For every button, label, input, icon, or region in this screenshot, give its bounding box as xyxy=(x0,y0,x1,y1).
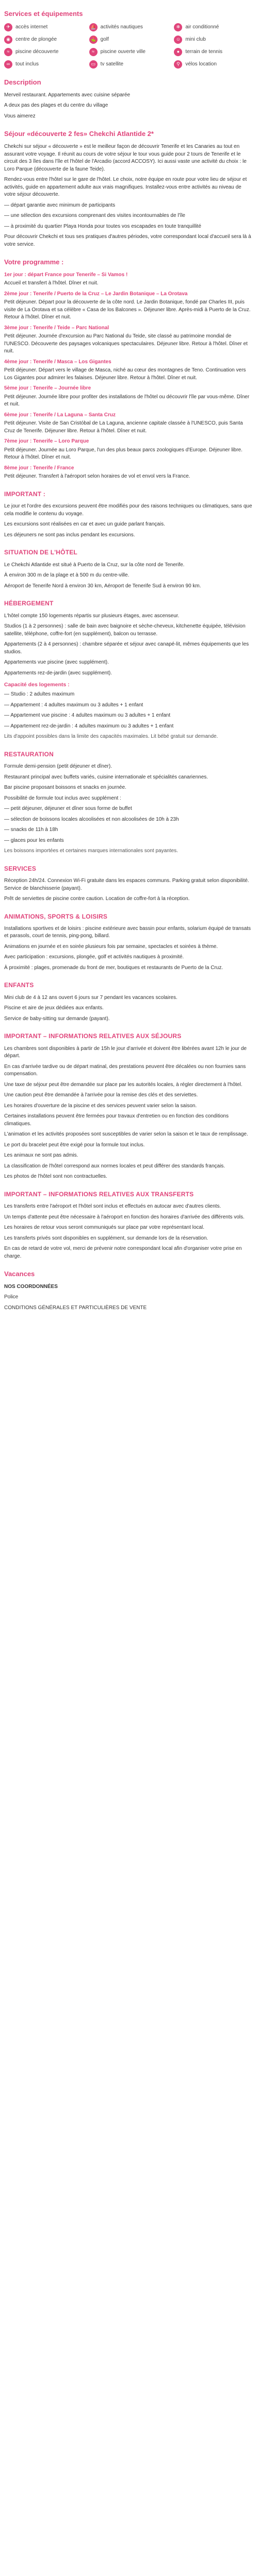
day-title: 8ème jour : Tenerife / France xyxy=(4,465,74,471)
info-sejours-paragraph: Les horaires d'ouverture de la piscine et des services peuvent varier selon la saison. xyxy=(4,1103,197,1109)
info-transferts-paragraph: Les transferts privés sont disponibles en supplément, sur demande lors de la réservation. xyxy=(4,1235,208,1241)
important-paragraph: Le jour et l'ordre des excursions peuvent être modifiés pour des raisons techniques ou climatiques, sans que cela modifie le contenu du voyage. xyxy=(4,503,252,517)
restauration-title: RESTAURATION xyxy=(4,750,54,758)
day-title: 5ème jour : Tenerife – Journée libre xyxy=(4,385,91,392)
restauration-item: — glaces pour les enfants xyxy=(4,837,64,843)
animations-body xyxy=(4,925,254,972)
service-label: terrain de tennis xyxy=(185,48,223,55)
sejour-paragraph: — départ garantie avec minimum de participants xyxy=(4,202,116,208)
service-item xyxy=(174,23,254,31)
info-sejours-paragraph: Les animaux ne sont pas admis. xyxy=(4,1153,78,1159)
enfants-paragraph: Piscine et aire de jeux dédiées aux enfants. xyxy=(4,1005,104,1011)
restauration-paragraph: Bar piscine proposant boissons et snacks en journée. xyxy=(4,785,126,791)
service-label: centre de plongée xyxy=(15,36,57,42)
day-description: Petit déjeuner. Journée au Loro Parque, l'un des plus beaux parcs zoologiques d'Europe. Déjeuner libre. Retour à l'hôtel. Dîner et nuit. xyxy=(4,447,243,461)
info-sejours-paragraph: Les chambres sont disponibles à partir de 15h le jour d'arrivée et doivent être libérées avant 12h le jour de départ. xyxy=(4,1045,247,1059)
animations-paragraph: Animations en journée et en soirée plusieurs fois par semaine, spectacles et soirées à thème. xyxy=(4,943,218,950)
day-description: Petit déjeuner. Départ pour la découverte de la côte nord. Le Jardin Botanique, fondé par Charles III, puis visite de La Orotava et sa célèbre « Casa de los Balcones ». Déjeuner libre. Après-midi à Puerto de la Cruz. Retour à l'hôtel. Dîner et nuit. xyxy=(4,299,251,320)
info-sejours-paragraph: En cas d'arrivée tardive ou de départ matinal, des prestations peuvent être décalées ou non fournies sans compensation. xyxy=(4,1063,246,1077)
restauration-paragraph: Restaurant principal avec buffets variés, cuisine internationale et spécialités canariennes. xyxy=(4,774,208,780)
services-grid xyxy=(4,23,254,69)
info-sejours-paragraph: Une taxe de séjour peut être demandée sur place par les autorités locales, à régler directement à l'hôtel. xyxy=(4,1081,243,1088)
footer-title: Vacances xyxy=(4,1270,35,1278)
day-title: 6ème jour : Tenerife / La Laguna – Santa Cruz xyxy=(4,412,116,418)
important-paragraph: Les déjeuners ne sont pas inclus pendant les excursions. xyxy=(4,532,135,538)
restauration-paragraph: Possibilité de formule tout inclus avec supplément : xyxy=(4,795,121,801)
info-transferts-paragraph: Un temps d'attente peut être nécessaire à l'aéroport en fonction des horaires d'arrivée des différents vols. xyxy=(4,1214,245,1220)
restauration-item: — sélection de boissons locales alcoolisées et non alcoolisées de 10h à 23h xyxy=(4,816,179,822)
restauration-item: — snacks de 11h à 18h xyxy=(4,827,58,833)
hebergement-body xyxy=(4,613,254,677)
important-body xyxy=(4,503,254,539)
info-transferts-paragraph: Les transferts entre l'aéroport et l'hôtel sont inclus et effectués en autocar avec d'autres clients. xyxy=(4,1204,221,1210)
info-sejours-paragraph: Les photos de l'hôtel sont non contractuelles. xyxy=(4,1174,107,1180)
description-body xyxy=(4,92,254,121)
all-inclusive-icon: ∞ xyxy=(4,60,12,69)
hebergement-paragraph: L'hôtel compte 150 logements répartis sur plusieurs étages, avec ascenseur. xyxy=(4,613,180,619)
enfants-body xyxy=(4,994,254,1023)
service-item xyxy=(4,60,84,69)
hebergement-paragraph: Studios (1 à 2 personnes) : salle de bain avec baignoire et sèche-cheveux, kitchenette équipée, télévision satellite, téléphone, coffre-fort (en supplément), balcon ou terrasse. xyxy=(4,623,246,637)
child-icon: ☺ xyxy=(174,36,182,44)
info-sejours-title: IMPORTANT – INFORMATIONS RELATIVES AUX SÉJOURS xyxy=(4,1032,182,1040)
situation-paragraph: Aéroport de Tenerife Nord à environ 30 km, Aéroport de Tenerife Sud à environ 90 km. xyxy=(4,583,201,589)
info-sejours-paragraph: Une caution peut être demandée à l'arrivée pour la remise des clés et des serviettes. xyxy=(4,1092,198,1098)
service-label: activités nautiques xyxy=(100,24,143,30)
situation-title: SITUATION DE L'HÔTEL xyxy=(4,549,77,556)
service-label: mini club xyxy=(185,36,206,42)
service-label: vélos location xyxy=(185,61,217,67)
tennis-icon: ● xyxy=(174,48,182,56)
service-item xyxy=(174,48,254,56)
description-paragraph: Merveil restaurant. Appartements avec cuisine séparée xyxy=(4,92,131,98)
capacity-item: — Studio : 2 adultes maximum xyxy=(4,691,75,698)
day-description: Petit déjeuner. Transfert à l'aéroport selon horaires de vol et envol vers la France. xyxy=(4,473,190,480)
day-title: 4ème jour : Tenerife / Masca – Los Gigantes xyxy=(4,359,111,365)
services-paragraph: Réception 24h/24. Connexion Wi-Fi gratuite dans les espaces communs. Parking gratuit selon disponibilité. Service de blanchisserie (payant). xyxy=(4,878,249,891)
info-transferts-paragraph: Les horaires de retour vous seront communiqués sur place par votre représentant local. xyxy=(4,1225,204,1231)
golf-icon: ⛳ xyxy=(89,36,98,44)
hebergement-title: HÉBERGEMENT xyxy=(4,600,54,607)
sejour-paragraph: Rendez-vous entre l'hôtel sur le gare de l'hôtel. Le choix, notre équipe en route pour votre lieu de séjour et activités, guide en appartement adulte aux vrais magnifiques. Installez-vous entre activités au niveau de votre séjour découverte. xyxy=(4,177,247,198)
service-label: accès internet xyxy=(15,24,48,30)
info-transferts-body xyxy=(4,1203,254,1260)
animations-paragraph: À proximité : plages, promenade du front de mer, boutiques et restaurants de Puerto de la Cruz. xyxy=(4,964,223,971)
info-sejours-paragraph: L'animation et les activités proposées sont susceptibles de varier selon la saison et le taux de remplissage. xyxy=(4,1131,248,1138)
situation-paragraph: Le Chekchi Atlantide est situé à Puerto de la Cruz, sur la côte nord de Tenerife. xyxy=(4,562,185,568)
sejour-body xyxy=(4,143,254,230)
pool-icon: ≈ xyxy=(4,48,12,56)
description-paragraph: Vous aimerez xyxy=(4,113,36,119)
boat-icon: ⛵ xyxy=(89,23,98,31)
bike-icon: ⚲ xyxy=(174,60,182,69)
animations-paragraph: Installations sportives et de loisirs : piscine extérieure avec bassin pour enfants, solarium équipé de transats et parasols, court de tennis, ping-pong, billard. xyxy=(4,925,251,939)
pool-city-icon: ≈ xyxy=(89,48,98,56)
hebergement-paragraph: Appartements vue piscine (avec supplément). xyxy=(4,659,109,666)
day-title: 7ème jour : Tenerife – Loro Parque xyxy=(4,438,89,445)
diver-icon: ◉ xyxy=(4,36,12,44)
info-sejours-body xyxy=(4,1045,254,1181)
hebergement-paragraph: Appartements rez-de-jardin (avec supplément). xyxy=(4,670,112,676)
info-sejours-paragraph: La classification de l'hôtel correspond aux normes locales et peut différer des standards français. xyxy=(4,1163,225,1169)
info-sejours-paragraph: Certaines installations peuvent être fermées pour travaux d'entretien ou en fonction des conditions climatiques. xyxy=(4,1113,229,1127)
day-description: Petit déjeuner. Journée libre pour profiter des installations de l'hôtel ou découvrir l'île par vous-même. Dîner et nuit. xyxy=(4,394,250,408)
premier-jour-text: Pour découvrir Chekchi et tous ses pratiques d'autres périodes, votre correspondant local d'accueil sera là à votre service. xyxy=(4,234,251,247)
capacity-item: — Appartement vue piscine : 4 adultes maximum ou 3 adultes + 1 enfant xyxy=(4,713,171,719)
snowflake-icon: ❄ xyxy=(174,23,182,31)
enfants-title: ENFANTS xyxy=(4,981,34,989)
animations-paragraph: Avec participation : excursions, plongée, golf et activités nautiques à proximité. xyxy=(4,954,184,960)
footer-subtitle: NOS COORDONNÉES xyxy=(4,1283,58,1290)
sejour-paragraph: — à proximité du quartier Playa Honda pour toutes vos escapades en toute tranquillité xyxy=(4,223,201,229)
info-transferts-paragraph: En cas de retard de votre vol, merci de prévenir notre correspondant local afin d'organiser votre prise en charge. xyxy=(4,1246,242,1259)
info-sejours-paragraph: Le port du bracelet peut être exigé pour la formule tout inclus. xyxy=(4,1142,145,1148)
service-item xyxy=(4,23,84,31)
programme-title: Votre programme : xyxy=(4,258,64,266)
animations-title: ANIMATIONS, SPORTS & LOISIRS xyxy=(4,912,108,920)
service-item xyxy=(4,48,84,56)
service-label: piscine découverte xyxy=(15,48,59,55)
important-title: IMPORTANT : xyxy=(4,490,45,498)
restauration-item: — petit déjeuner, déjeuner et dîner sous forme de buffet xyxy=(4,806,132,812)
info-transferts-title: IMPORTANT – INFORMATIONS RELATIVES AUX TRANSFERTS xyxy=(4,1190,194,1198)
day-title: 1er jour : départ France pour Tenerife – Si Vamos ! xyxy=(4,272,128,278)
hebergement-paragraph: Appartements (2 à 4 personnes) : chambre séparée et séjour avec canapé-lit, mêmes équipements que les studios. xyxy=(4,641,249,655)
restauration-items xyxy=(4,805,254,844)
description-paragraph: A deux pas des plages et du centre du village xyxy=(4,103,108,109)
service-item xyxy=(4,36,84,44)
services-title: Services et équipements xyxy=(4,10,83,18)
service-item xyxy=(174,60,254,69)
services-section-title: SERVICES xyxy=(4,865,37,872)
situation-paragraph: À environ 300 m de la plage et à 500 m du centre-ville. xyxy=(4,572,130,579)
description-title: Description xyxy=(4,78,41,86)
capacity-item: — Appartement : 4 adultes maximum ou 3 adultes + 1 enfant xyxy=(4,702,143,708)
sejour-paragraph: — une sélection des excursions comprenant des visites incontournables de l'île xyxy=(4,213,185,219)
capacity-item: — Appartement rez-de-jardin : 4 adultes maximum ou 3 adultes + 1 enfant xyxy=(4,723,174,729)
services-section-body xyxy=(4,877,254,903)
service-label: piscine ouverte ville xyxy=(100,48,146,55)
day-description: Petit déjeuner. Visite de San Cristóbal de La Laguna, ancienne capitale classée à l'UNESCO, puis Santa Cruz de Tenerife. Déjeuner libre. Retour à l'hôtel. Dîner et nuit. xyxy=(4,420,243,434)
day-title: 3ème jour : Tenerife / Teide – Parc National xyxy=(4,325,109,331)
footer-line2[interactable]: CONDITIONS GÉNÉRALES ET PARTICULIÈRES DE VENTE xyxy=(4,1304,147,1311)
sejour-paragraph: Chekchi sur séjour « découverte » est le meilleur façon de découvrir Tenerife et les Canaries au tout en assurant votre voyage. Il réunit au cours de votre séjour le tour vous guide pour 2 tours de Tenerife et le circuit des 3 îles dans l'île et l'hôtel de l'Arcadio (accord ACCOSY). Ici aussi vaste une activité du choix : le Loro Parque (découverte de la faune Teide). xyxy=(4,144,247,172)
situation-body xyxy=(4,562,254,590)
enfants-paragraph: Service de baby-sitting sur demande (payant). xyxy=(4,1015,110,1022)
service-label: air conditionné xyxy=(185,24,219,30)
service-item xyxy=(89,36,169,44)
capacity-list xyxy=(4,691,254,730)
day-title: 2ème jour : Tenerife / Puerto de la Cruz – Le Jardin Botanique – La Orotava xyxy=(4,291,188,297)
service-label: golf xyxy=(100,36,109,42)
day-description: Petit déjeuner. Journée d'excursion au Parc National du Teide, site classé au patrimoine mondial de l'UNESCO. Découverte des paysages volcaniques spectaculaires. Déjeuner libre. Retour à l'hôtel. Dîner et nuit. xyxy=(4,333,248,354)
restauration-note: Les boissons importées et certaines marques internationales sont payantes. xyxy=(4,848,178,854)
wifi-icon: ✈ xyxy=(4,23,12,31)
day-description: Petit déjeuner. Départ vers le village de Masca, niché au cœur des montagnes de Teno. Continuation vers Los Gigantes pour admirer les falaises. Déjeuner libre. Retour à l'hôtel. Dîner et nuit. xyxy=(4,367,246,381)
service-label: tout inclus xyxy=(15,61,39,67)
service-item xyxy=(89,60,169,69)
enfants-paragraph: Mini club de 4 à 12 ans ouvert 6 jours sur 7 pendant les vacances scolaires. xyxy=(4,994,178,1001)
tv-icon: ▭ xyxy=(89,60,98,69)
important-paragraph: Les excursions sont réalisées en car et avec un guide parlant français. xyxy=(4,521,165,528)
service-label: tv satellite xyxy=(100,61,124,67)
capacity-subtitle: Capacité des logements : xyxy=(4,682,70,688)
service-item xyxy=(174,36,254,44)
sejour-title: Séjour «découverte 2 fes» Chekchi Atlantide 2* xyxy=(4,130,154,138)
day-description: Accueil et transfert à l'hôtel. Dîner et nuit. xyxy=(4,280,99,286)
programme-body xyxy=(4,272,254,481)
services-paragraph: Prêt de serviettes de piscine contre caution. Location de coffre-fort à la réception. xyxy=(4,896,190,902)
hebergement-note: Lits d'appoint possibles dans la limite des capacités maximales. Lit bébé gratuit sur demande. xyxy=(4,734,218,740)
restauration-body xyxy=(4,763,254,802)
restauration-paragraph: Formule demi-pension (petit déjeuner et dîner). xyxy=(4,764,112,770)
service-item xyxy=(89,23,169,31)
footer-line1: Police xyxy=(4,1294,19,1300)
service-item xyxy=(89,48,169,56)
